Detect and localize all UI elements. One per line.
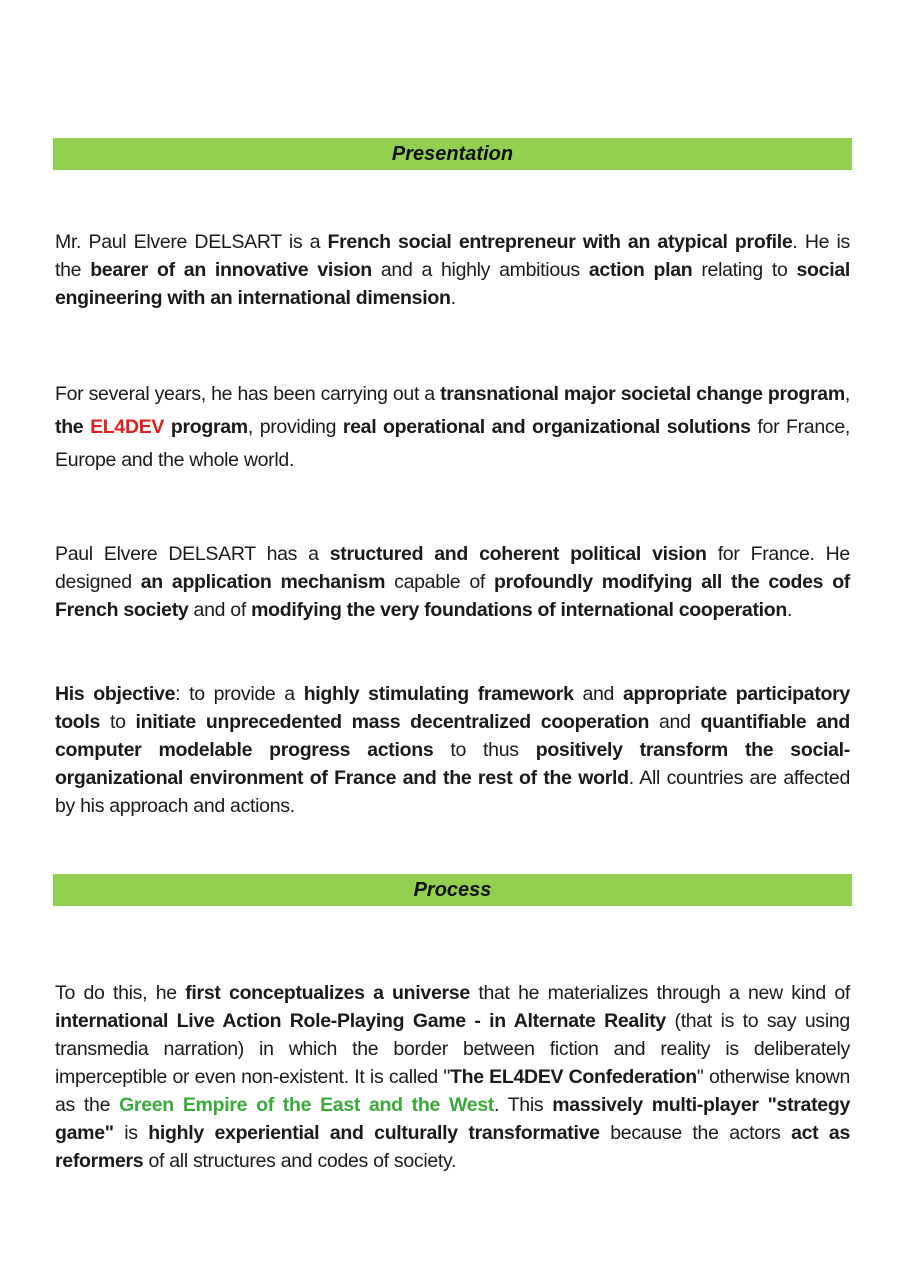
- paragraph-intro: Mr. Paul Elvere DELSART is a French social entrepreneur with an atypical profile. He is the bearer of an innovative vision and a highly ambitious action plan relating to social engineering with an international dimension.: [55, 231, 850, 309]
- paragraph-program: For several years, he has been carrying out a transnational major societal change program, the EL4DEV program, providing real operational and organizational solutions for France, Europe and the whole world.: [55, 383, 850, 471]
- paragraph-vision: Paul Elvere DELSART has a structured and coherent political vision for France. He designed an application mechanism capable of profoundly modifying all the codes of French society and of modifying the very foundations of international cooperation.: [55, 543, 851, 621]
- paragraph-process: To do this, he first conceptualizes a universe that he materializes through a new kind of international Live Action Role-Playing Game - in Alternate Reality (that is to say using transmedia narration) in which the border between fiction and reality is deliberately imperceptible or even non-existent. It is called "The EL4DEV Confederation" otherwise known as the Green Empire of the East and the West. This massively multi-player "strategy game" is highly experiential and culturally transformative because the actors act as reformers of all structures and codes of society.: [55, 982, 850, 1172]
- section-header-process: Process: [53, 874, 852, 906]
- green-empire-highlight: Green Empire of the East and the West: [119, 1094, 494, 1116]
- paragraph-objective: His objective: to provide a highly stimulating framework and appropriate participatory tools to initiate unprecedented mass decentralized cooperation and quantifiable and computer modelable progress actions to thus positively transform the social-organizational environment of France and the rest of the world. All countries are affected by his approach and actions.: [55, 683, 850, 817]
- el4dev-highlight: EL4DEV: [90, 416, 165, 438]
- section-header-presentation: Presentation: [53, 138, 852, 170]
